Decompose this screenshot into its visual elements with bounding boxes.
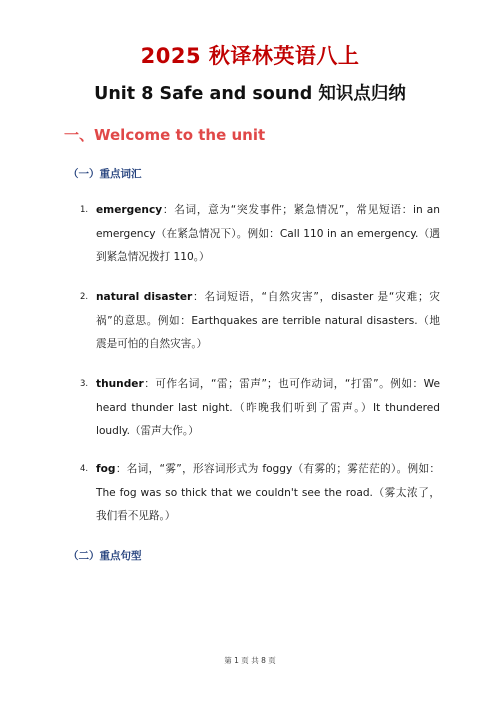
document-subtitle: Unit 8 Safe and sound 知识点归纳	[94, 84, 406, 104]
item-body: ：名词，意为“突发事件；紧急情况”，常见短语：in an emergency（在紧急情况下）。例如：Call 110 in an emergency.（遇到紧急情况拨打 110。）	[96, 204, 440, 263]
item-term: emergency	[96, 204, 163, 216]
item-body: ：名词，“雾”，形容词形式为 foggy（有雾的；雾茫茫的）。例如：The fog was so thick that we couldn't see the road.（雾太浓了，我们看不见路。）	[96, 463, 440, 522]
item-term: natural disaster	[96, 291, 193, 303]
item-term: fog	[96, 463, 116, 475]
item-body: ：名词短语，“自然灾害”，disaster 是“灾难；灾祸”的意思。例如：Earthquakes are terrible natural disasters.（地震是可怕的自然灾害。）	[96, 291, 440, 350]
item-term: thunder	[96, 378, 144, 390]
item-body: ：可作名词，“雷；雷声”；也可作动词，“打雷”。例如：We heard thunder last night.（昨晚我们听到了雷声。）It thundered loudly.（雷声大作。）	[96, 378, 440, 437]
item-number: 1.	[80, 205, 89, 215]
item-number: 4.	[80, 464, 89, 474]
list-item	[80, 373, 440, 444]
subsection-heading-vocabulary: （一）重点词汇	[68, 168, 142, 180]
page-number: 第 1 页 共 8 页	[224, 656, 276, 665]
list-item	[80, 286, 440, 357]
section-heading: 一、Welcome to the unit	[64, 126, 266, 144]
item-number: 2.	[80, 292, 89, 302]
list-item	[80, 199, 440, 270]
list-item	[80, 458, 440, 529]
item-number: 3.	[80, 379, 89, 389]
document-title: 2025 秋译林英语八上	[140, 44, 360, 68]
subsection-heading-sentences: （二）重点句型	[68, 550, 142, 562]
